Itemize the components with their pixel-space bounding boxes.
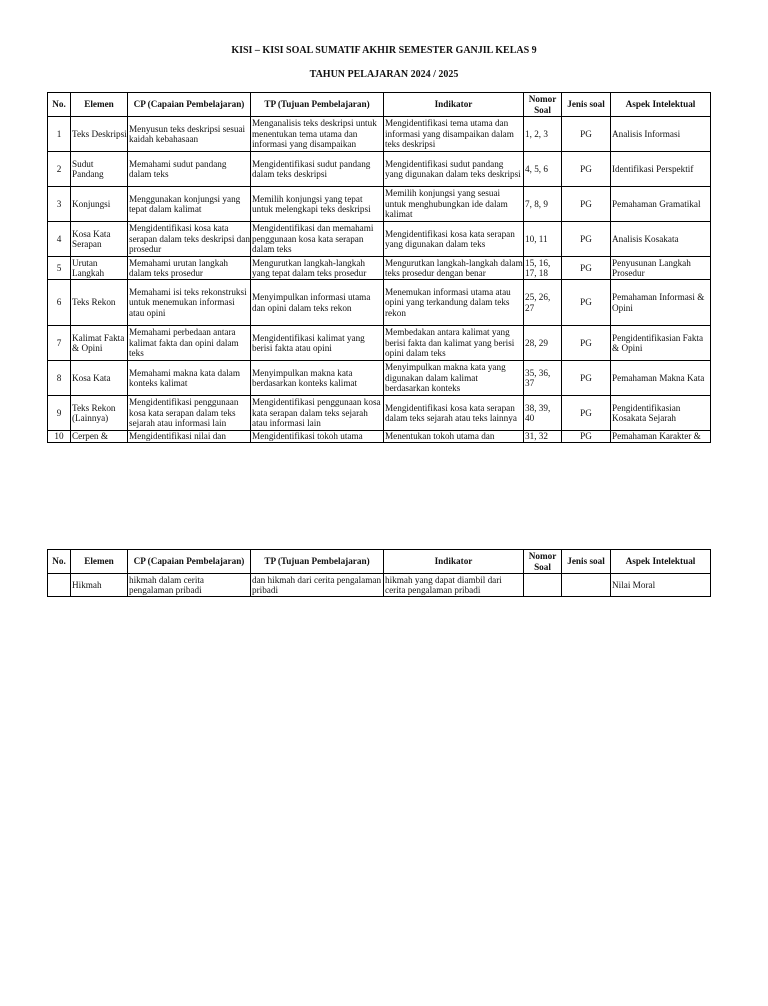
table-row bbox=[48, 222, 711, 257]
cell-no: 3 bbox=[48, 187, 71, 222]
cell-jenis: PG bbox=[562, 396, 611, 431]
cell-elemen: Kosa Kata Serapan bbox=[71, 222, 128, 257]
cell-nomor: 35, 36, 37 bbox=[524, 361, 562, 396]
table-row bbox=[48, 396, 711, 431]
cell-nomor: 7, 8, 9 bbox=[524, 187, 562, 222]
header-elemen: Elemen bbox=[71, 93, 128, 117]
cell-aspek: Nilai Moral bbox=[611, 574, 711, 597]
cell-tp: Mengurutkan langkah-langkah yang tepat dalam teks prosedur bbox=[251, 257, 384, 280]
cell-jenis: PG bbox=[562, 431, 611, 443]
cell-no: 6 bbox=[48, 280, 71, 326]
cell-elemen: Kosa Kata bbox=[71, 361, 128, 396]
cell-nomor: 31, 32 bbox=[524, 431, 562, 443]
cell-nomor: 25, 26, 27 bbox=[524, 280, 562, 326]
cell-cp: Memahami perbedaan antara kalimat fakta dan opini dalam teks bbox=[128, 326, 251, 361]
cell-tp: Menyimpulkan makna kata berdasarkan konteks kalimat bbox=[251, 361, 384, 396]
cell-cp: Memahami makna kata dalam konteks kalimat bbox=[128, 361, 251, 396]
cell-tp: Memilih konjungsi yang tepat untuk melengkapi teks deskripsi bbox=[251, 187, 384, 222]
header-cp: CP (Capaian Pembelajaran) bbox=[128, 550, 251, 574]
cell-indikator: hikmah yang dapat diambil dari cerita pengalaman pribadi bbox=[384, 574, 524, 597]
cell-cp: Mengidentifikasi penggunaan kosa kata serapan dalam teks sejarah atau informasi lain bbox=[128, 396, 251, 431]
cell-tp: Mengidentifikasi sudut pandang dalam teks deskripsi bbox=[251, 152, 384, 187]
cell-indikator: Mengurutkan langkah-langkah dalam teks prosedur dengan benar bbox=[385, 257, 523, 278]
cell-indikator: Mengidentifikasi kosa kata serapan dalam teks sejarah atau teks lainnya bbox=[384, 396, 524, 431]
table-header-row bbox=[48, 550, 711, 574]
header-indikator: Indikator bbox=[384, 550, 524, 574]
cell-nomor: 4, 5, 6 bbox=[524, 152, 562, 187]
cell-aspek: Analisis Kosakata bbox=[611, 222, 711, 257]
cell-cp: Memahami urutan langkah dalam teks prosedur bbox=[128, 257, 251, 280]
table-row bbox=[48, 326, 711, 361]
header-nomor-soal: Nomor Soal bbox=[524, 550, 562, 574]
cell-nomor: 28, 29 bbox=[524, 326, 562, 361]
cell-no: 8 bbox=[48, 361, 71, 396]
cell-aspek: Analisis Informasi bbox=[611, 117, 711, 152]
cell-nomor: 15, 16, 17, 18 bbox=[524, 257, 562, 280]
header-elemen: Elemen bbox=[71, 550, 128, 574]
cell-indikator: Membedakan antara kalimat yang berisi fakta dan kalimat yang berisi opini dalam teks bbox=[384, 326, 524, 361]
cell-jenis: PG bbox=[562, 326, 611, 361]
cell-nomor: 10, 11 bbox=[524, 222, 562, 257]
cell-no: 1 bbox=[48, 117, 71, 152]
cell-cp: hikmah dalam cerita pengalaman pribadi bbox=[128, 574, 251, 597]
cell-indikator: Memilih konjungsi yang sesuai untuk menghubungkan ide dalam kalimat bbox=[384, 187, 524, 222]
header-tp: TP (Tujuan Pembelajaran) bbox=[251, 93, 384, 117]
cell-jenis: PG bbox=[562, 280, 611, 326]
cell-jenis: PG bbox=[562, 361, 611, 396]
table-row bbox=[48, 257, 711, 280]
header-tp: TP (Tujuan Pembelajaran) bbox=[251, 550, 384, 574]
cell-cp: Memahami isi teks rekonstruksi untuk menemukan informasi atau opini bbox=[128, 280, 251, 326]
cell-tp: Mengidentifikasi penggunaan kosa kata serapan dalam teks sejarah atau informasi lain bbox=[251, 396, 384, 431]
header-aspek-intelektual: Aspek Intelektual bbox=[611, 93, 711, 117]
cell-elemen: Kalimat Fakta & Opini bbox=[71, 326, 128, 361]
cell-indikator: Mengidentifikasi kosa kata serapan yang digunakan dalam teks bbox=[384, 222, 524, 257]
table-row bbox=[48, 361, 711, 396]
cell-jenis: PG bbox=[562, 187, 611, 222]
cell-no: 9 bbox=[48, 396, 71, 431]
cell-indikator: Mengidentifikasi sudut pandang yang digunakan dalam teks deskripsi bbox=[384, 152, 524, 187]
cell-cp: Mengidentifikasi kosa kata serapan dalam teks deskripsi dan prosedur bbox=[128, 222, 251, 257]
cell-cp: Menyusun teks deskripsi sesuai kaidah kebahasaan bbox=[128, 117, 251, 152]
header-jenis-soal: Jenis soal bbox=[562, 93, 611, 117]
cell-jenis: PG bbox=[562, 152, 611, 187]
cell-indikator: Menemukan informasi utama atau opini yang terkandung dalam teks rekon bbox=[384, 280, 524, 326]
header-no: No. bbox=[48, 93, 71, 117]
table-row bbox=[48, 431, 711, 443]
cell-aspek: Pengidentifikasian Kosakata Sejarah bbox=[611, 396, 711, 431]
document-subtitle: TAHUN PELAJARAN 2024 / 2025 bbox=[309, 69, 459, 80]
cell-indikator: Menyimpulkan makna kata yang digunakan dalam kalimat berdasarkan konteks bbox=[384, 361, 524, 396]
cell-tp: dan hikmah dari cerita pengalaman pribadi bbox=[251, 574, 384, 597]
cell-indikator: Menentukan tokoh utama dan bbox=[384, 431, 524, 443]
cell-indikator: Mengidentifikasi tema utama dan informasi yang disampaikan dalam teks deskripsi bbox=[384, 117, 524, 152]
cell-nomor bbox=[524, 574, 562, 597]
cell-tp: Menyimpulkan informasi utama dan opini dalam teks rekon bbox=[251, 280, 384, 326]
cell-elemen: Teks Deskripsi bbox=[71, 117, 128, 152]
table-row bbox=[48, 117, 711, 152]
cell-jenis: PG bbox=[562, 117, 611, 152]
cell-nomor: 38, 39, 40 bbox=[524, 396, 562, 431]
header-nomor-soal: Nomor Soal bbox=[524, 93, 562, 117]
kisi-kisi-table bbox=[47, 92, 711, 443]
cell-aspek: Pemahaman Gramatikal bbox=[611, 187, 711, 222]
header-aspek-intelektual: Aspek Intelektual bbox=[611, 550, 711, 574]
cell-elemen: Teks Rekon bbox=[71, 280, 128, 326]
cell-cp: Mengidentifikasi nilai dan bbox=[128, 431, 251, 443]
cell-nomor: 1, 2, 3 bbox=[524, 117, 562, 152]
cell-jenis: PG bbox=[562, 257, 611, 280]
cell-aspek: Pemahaman Makna Kata bbox=[611, 361, 711, 396]
cell-tp: Mengidentifikasi dan memahami penggunaan kosa kata serapan dalam teks bbox=[251, 222, 384, 257]
cell-tp: Mengidentifikasi tokoh utama bbox=[251, 431, 384, 443]
cell-tp: Mengidentifikasi kalimat yang berisi fakta atau opini bbox=[251, 326, 384, 361]
cell-aspek: Pengidentifikasian Fakta & Opini bbox=[611, 326, 711, 361]
cell-elemen: Konjungsi bbox=[71, 187, 128, 222]
header-cp: CP (Capaian Pembelajaran) bbox=[128, 93, 251, 117]
cell-aspek: Penyusunan Langkah Prosedur bbox=[611, 257, 711, 280]
cell-no: 10 bbox=[48, 431, 71, 443]
table-row bbox=[48, 280, 711, 326]
table-row bbox=[48, 152, 711, 187]
header-jenis-soal: Jenis soal bbox=[562, 550, 611, 574]
cell-no bbox=[48, 574, 71, 597]
table-row bbox=[48, 574, 711, 597]
cell-cp: Memahami sudut pandang dalam teks bbox=[128, 152, 251, 187]
cell-jenis: PG bbox=[562, 222, 611, 257]
table-row bbox=[48, 187, 711, 222]
cell-no: 5 bbox=[48, 257, 71, 280]
cell-elemen: Urutan Langkah bbox=[71, 257, 128, 280]
cell-jenis bbox=[562, 574, 611, 597]
document-title: KISI – KISI SOAL SUMATIF AKHIR SEMESTER GANJIL KELAS 9 bbox=[231, 45, 537, 56]
header-no: No. bbox=[48, 550, 71, 574]
cell-elemen: Cerpen & bbox=[71, 431, 128, 443]
cell-aspek: Pemahaman Informasi & Opini bbox=[611, 280, 711, 326]
cell-aspek: Identifikasi Perspektif bbox=[611, 152, 711, 187]
cell-no: 7 bbox=[48, 326, 71, 361]
table-header-row bbox=[48, 93, 711, 117]
cell-cp: Menggunakan konjungsi yang tepat dalam kalimat bbox=[128, 187, 251, 222]
cell-no: 4 bbox=[48, 222, 71, 257]
cell-elemen: Hikmah bbox=[71, 574, 128, 597]
kisi-kisi-table-continued bbox=[47, 549, 711, 597]
cell-elemen: Sudut Pandang bbox=[71, 152, 128, 187]
cell-tp: Menganalisis teks deskripsi untuk menentukan tema utama dan informasi yang disampaikan bbox=[251, 117, 384, 152]
cell-no: 2 bbox=[48, 152, 71, 187]
header-indikator: Indikator bbox=[384, 93, 524, 117]
cell-aspek: Pemahaman Karakter & bbox=[611, 431, 711, 443]
cell-elemen: Teks Rekon (Lainnya) bbox=[71, 396, 128, 431]
